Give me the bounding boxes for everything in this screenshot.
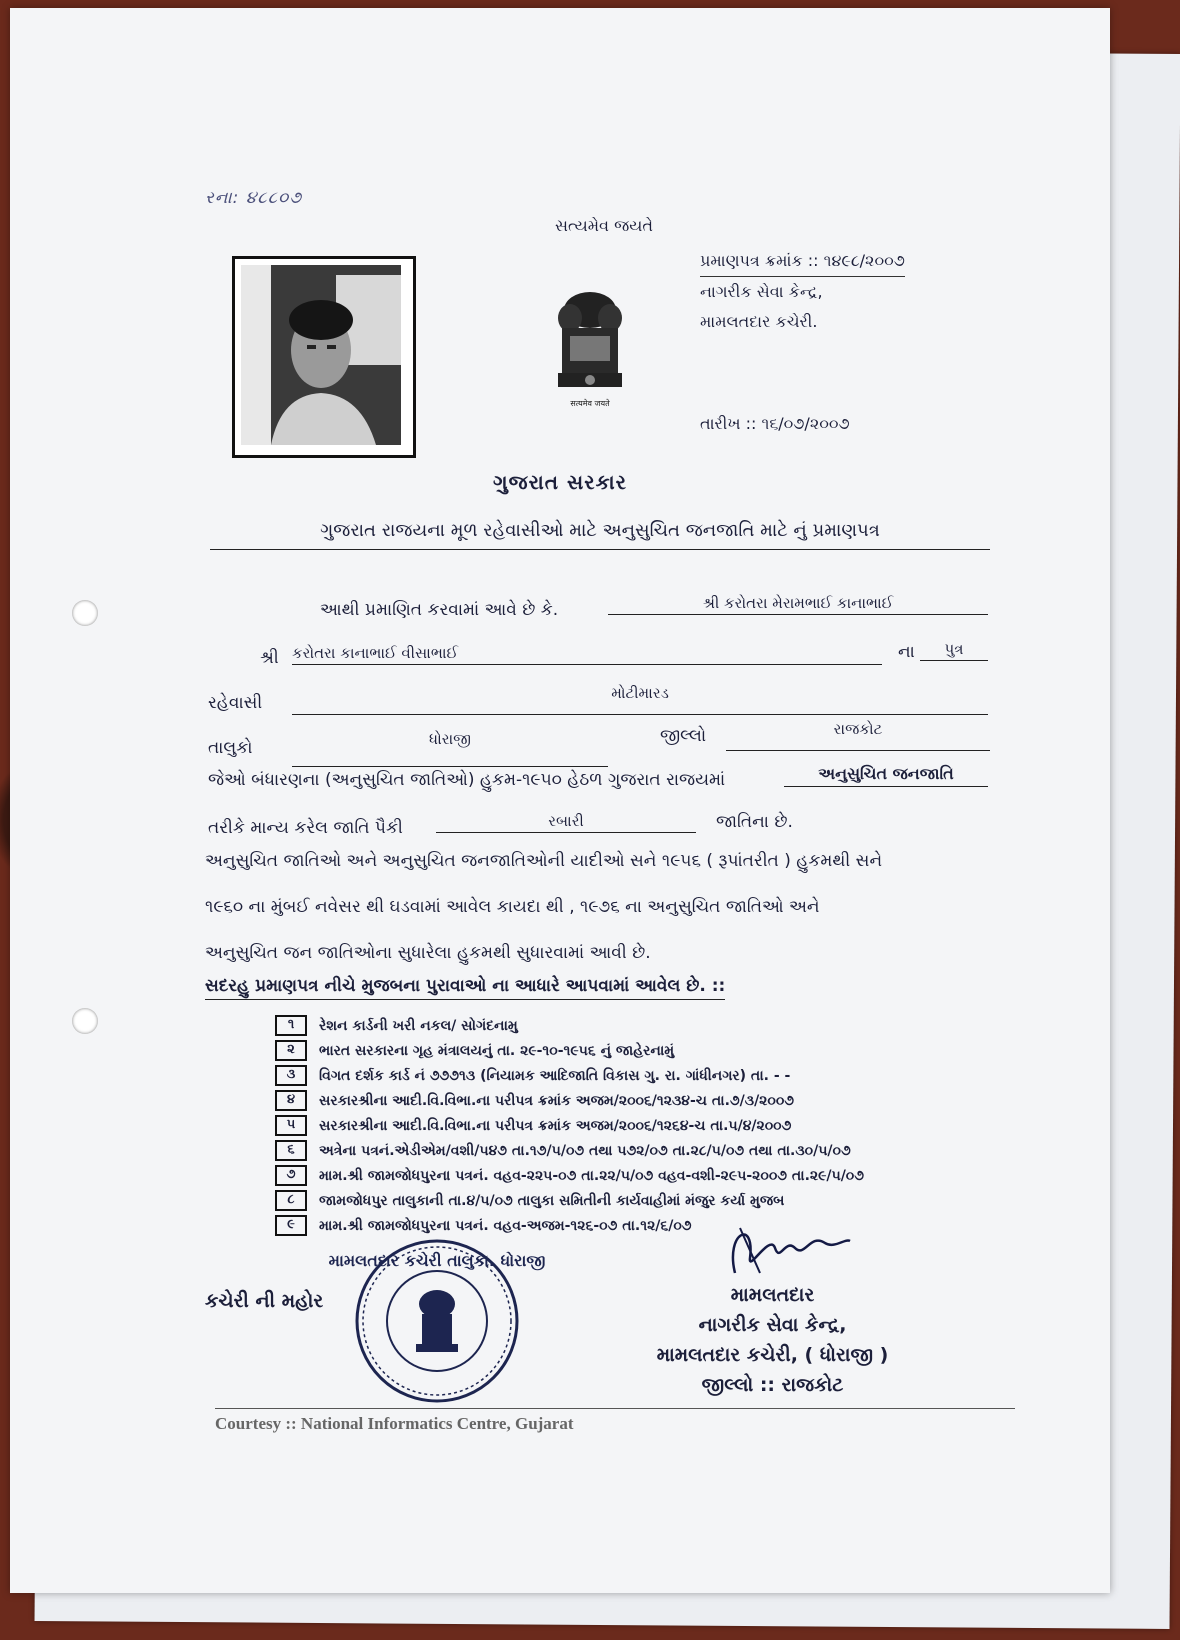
taluka-label: તાલુકો (208, 738, 253, 758)
paragraph-line: ૧૯૬૦ ના મુંબઈ નવેસર થી ઘડવામાં આવેલ કાયદા થી , ૧૯૭૬ ના અનુસુચિત જાતિઓ અને (205, 897, 820, 917)
paragraph-line: અનુસુચિત જાતિઓ અને અનુસુચિત જનજાતિઓની યાદીઓ સને ૧૯૫૬ ( રૂપાંતરીત ) હુકમથી સને (205, 851, 883, 871)
doc-number: ૮ (275, 1190, 307, 1211)
doc-text: સરકારશ્રીના આદી.વિ.વિભા.ના પરીપત્ર ક્રમાંક અજમ/૨૦૦૬/૧૨૩૪-ચ તા.૭/૩/૨૦૦૭ (319, 1092, 794, 1109)
certificate-page (10, 8, 1110, 1593)
doc-text: વિગત દર્શક કાર્ડ નં ૭૭૭૧૩ (નિયામક આદિજાતિ વિકાસ ગુ. રા. ગાંધીનગર) તા. - - (319, 1067, 791, 1084)
stamp-label: કચેરી ની મહોર (205, 1290, 324, 1312)
officer-line: જીલ્લો :: રાજકોટ (701, 1374, 844, 1396)
doc-number: ૬ (275, 1140, 307, 1161)
doc-text: મામ.શ્રી જામજોધપુરના પત્રનં. વહવ-અજમ-૧૨૬-૦૭ તા.૧૨/૬/૦૭ (319, 1217, 692, 1234)
certificate-heading: ગુજરાત રાજયના મૂળ રહેવાસીઓ માટે અનુસુચિત જનજાતિ માટે નું પ્રમાણપત્ર (210, 520, 990, 550)
punch-hole (72, 1008, 98, 1034)
signature-icon (715, 1213, 855, 1283)
father-prefix: શ્રી (260, 648, 279, 668)
doc-number: ૯ (275, 1215, 307, 1236)
emblem-caption: सत्यमेव जयते (570, 399, 610, 408)
list-item (275, 1138, 864, 1163)
list-item (275, 1088, 864, 1113)
punch-hole (72, 600, 98, 626)
signature (715, 1213, 855, 1283)
officer-block (630, 1280, 915, 1400)
applicant-name: શ્રી કરોતરા મેરામભાઈ કાનાભાઈ (608, 594, 988, 615)
motto: સત્યમેવ જયતે (555, 216, 653, 235)
list-item (275, 1163, 864, 1188)
village: મોટીમારડ (292, 684, 988, 715)
doc-text: મામ.શ્રી જામજોધપુરના પત્રનં. વહવ-૨૨૫-૦૭ તા.૨૨/૫/૦૭ વહવ-વશી-૨૯૫-૨૦૦૭ તા.૨૯/૫/૦૭ (319, 1167, 864, 1184)
legal-paragraph (205, 838, 1025, 976)
government-title: ગુજરાત સરકાર (493, 470, 627, 494)
relation: પુત્ર (920, 640, 988, 661)
documents-list (275, 1013, 864, 1238)
certificate-date: તારીખ :: ૧૬/૦૭/૨૦૦૭ (700, 414, 850, 433)
office-line: મામલતદાર કચેરી. (700, 312, 818, 331)
recognized-label: તરીકે માન્ય કરેલ જાતિ પૈકી (208, 818, 403, 838)
paragraph-line: અનુસુચિત જન જાતિઓના સુધારેલા હુકમથી સુધારવામાં આવી છે. (205, 943, 651, 963)
list-item (275, 1063, 864, 1088)
seal-icon (328, 1236, 546, 1406)
doc-number: ૭ (275, 1165, 307, 1186)
resident-label: રહેવાસી (208, 693, 263, 713)
doc-text: જામજોધપુર તાલુકાની તા.૪/૫/૦૭ તાલુકા સમિતીની કાર્યવાહીમાં મંજુર કર્યા મુજબ (319, 1192, 785, 1209)
reference-note: રના: ૪૮૮૦૭ (205, 188, 303, 208)
person-photo-icon (241, 265, 401, 445)
office-line: નાગરીક સેવા કેન્દ્ર, (700, 282, 823, 301)
doc-number: ૪ (275, 1090, 307, 1111)
list-item (275, 1013, 864, 1038)
district-label: જીલ્લો (660, 726, 707, 746)
doc-text: રેશન કાર્ડની ખરી નકલ/ સોગંદનામુ (319, 1017, 518, 1034)
doc-text: ભારત સરકારના ગૃહ મંત્રાલયનું તા. ૨૯-૧૦-૧૯૫૬ નું જાહેરનામું (319, 1042, 675, 1059)
na-label: ના (898, 642, 915, 662)
stamp-text: મામલતદાર કચેરી તાલુકા. ધોરાજી (328, 1251, 546, 1270)
caste: રબારી (436, 812, 696, 833)
national-emblem (540, 288, 640, 413)
list-item (275, 1188, 864, 1213)
certificate-office-block (700, 246, 905, 337)
certify-label: આથી પ્રમાણિત કરવામાં આવે છે કે. (320, 600, 559, 620)
category: અનુસુચિત જનજાતિ (784, 764, 988, 787)
caste-suffix: જાતિના છે. (716, 812, 793, 832)
doc-text: સરકારશ્રીના આદી.વિ.વિભા.ના પરીપત્ર ક્રમાંક અજમ/૨૦૦૬/૧૨૬૪-ચ તા.૫/૪/૨૦૦૭ (319, 1117, 792, 1134)
doc-number: ૧ (275, 1015, 307, 1036)
footer-courtesy: Courtesy :: National Informatics Centre, Gujarat (215, 1408, 1015, 1434)
list-item (275, 1113, 864, 1138)
ashoka-emblem-icon (540, 288, 640, 413)
documents-title: સદરહુ પ્રમાણપત્ર નીચે મુજબના પુરાવાઓ ના આધારે આપવામાં આવેલ છે. :: (205, 976, 725, 1000)
doc-number: ૨ (275, 1040, 307, 1061)
certificate-number: પ્રમાણપત્ર ક્રમાંક :: ૧૪૯૮/૨૦૦૭ (700, 246, 905, 277)
doc-number: ૫ (275, 1115, 307, 1136)
district: રાજકોટ (726, 720, 990, 751)
officer-title: મામલતદાર (730, 1284, 815, 1306)
order-text: જેઓ બંધારણના (અનુસુચિત જાતિઓ) હુકમ-૧૯૫૦ હેઠળ ગુજરાત રાજયમાં (208, 770, 726, 790)
officer-line: નાગરીક સેવા કેન્દ્ર, (698, 1314, 847, 1336)
applicant-photo (232, 256, 416, 458)
doc-number: ૩ (275, 1065, 307, 1086)
taluka: ધોરાજી (292, 730, 608, 767)
list-item (275, 1038, 864, 1063)
father-name: કરોતરા કાનાભાઈ વીસાભાઈ (292, 644, 882, 665)
office-stamp (328, 1236, 546, 1406)
doc-text: અત્રેના પત્રનં.એડીએમ/વશી/૫૪૭ તા.૧૭/૫/૦૭ તથા ૫૭૨/૦૭ તા.૨૮/૫/૦૭ તથા તા.૩૦/૫/૦૭ (319, 1142, 851, 1159)
officer-line: મામલતદાર કચેરી, ( ધોરાજી ) (656, 1344, 889, 1366)
